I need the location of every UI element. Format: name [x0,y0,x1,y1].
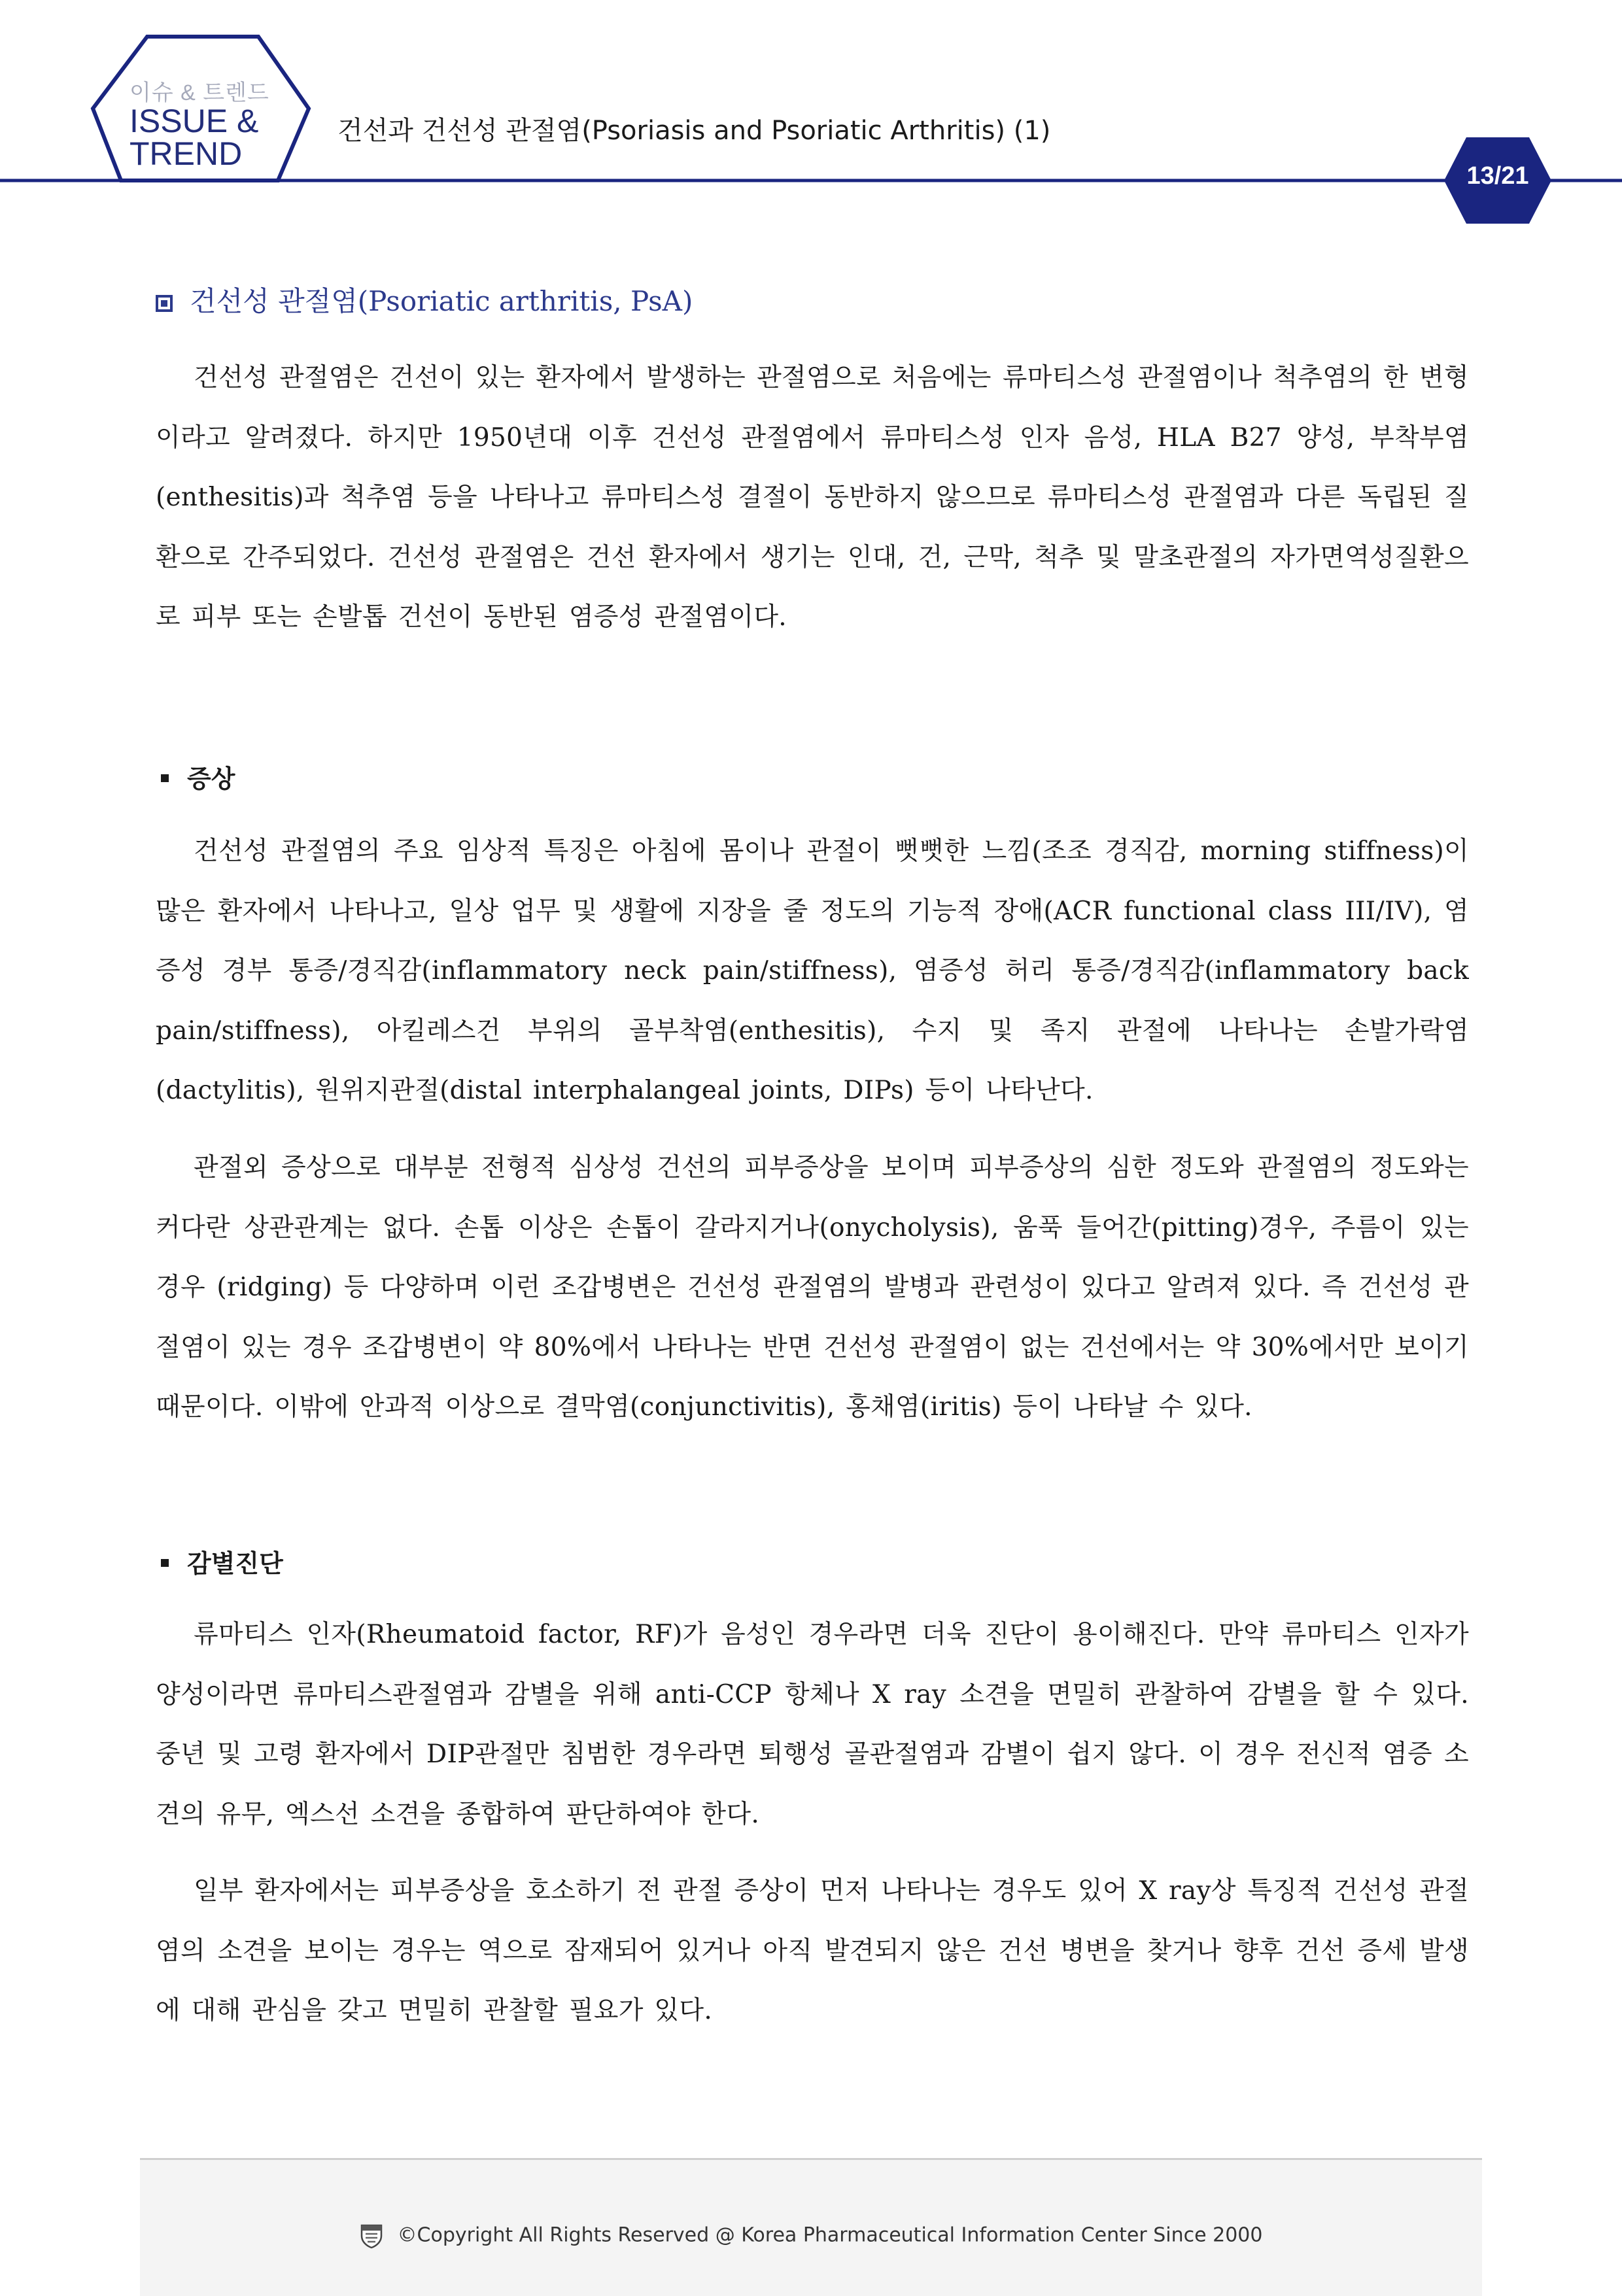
symptoms-heading-text: 증상 [187,764,235,793]
badge-label-korean: 이슈 & 트렌드 [129,80,269,105]
square-bullet-icon [161,1559,169,1567]
diagnosis-heading-text: 감별진단 [187,1549,283,1578]
section-title [156,280,1398,319]
symptoms-heading [161,759,684,795]
diagnosis-text-2: 일부 환자에서는 피부증상을 호소하기 전 관절 증상이 먼저 나타나는 경우도 있어 X ray상 특징적 건선성 관절염의 소견을 보이는 경우는 역으로 잠재되어 있거나 아직 발견되지 않은 건선 병변을 찾거나 향후 건선 증세 발생에 대해 관심을 갖고 면밀히 관찰할 필요가 있다. [156,1876,1469,2025]
intro-text: 건선성 관절염은 건선이 있는 환자에서 발생하는 관절염으로 처음에는 류마티스성 관절염이나 척추염의 한 변형이라고 알려졌다. 하지만 1950년대 이후 건선성 관절염에서 류마티스성 인자 음성, HLA B27 양성, 부착부염(enthesitis)과 척추염 등을 나타나고 류마티스성 결절이 동반하지 않으므로 류마티스성 관절염과 다른 독립된 질환으로 간주되었다. 건선성 관절염은 건선 환자에서 생기는 인대, 건, 근막, 척추 및 말초관절의 자가면역성질환으로 피부 또는 손발톱 건선이 동반된 염증성 관절염이다. [156,363,1469,632]
square-bullet-icon [156,295,173,312]
page-number: 13/21 [1466,162,1529,190]
section-title-text: 건선성 관절염(Psoriatic arthritis, PsA) [190,285,693,317]
intro-paragraph [156,348,1469,647]
diagnosis-paragraph-1 [156,1605,1469,1844]
symptoms-paragraph-1 [156,821,1469,1121]
crest-logo-icon [360,2223,383,2249]
symptoms-paragraph-2 [156,1138,1469,1437]
symptoms-text-2: 관절외 증상으로 대부분 전형적 심상성 건선의 피부증상을 보이며 피부증상의 심한 정도와 관절염의 정도와는 커다란 상관관계는 없다. 손톱 이상은 손톱이 갈라지거나(onycholysis), 움푹 들어간(pitting)경우, 주름이 있는 경우 (ridging) 등 다양하며 이런 조갑병변은 건선성 관절염의 발병과 관련성이 있다고 알려져 있다. 즉 건선성 관절염이 있는 경우 조갑병변이 약 80%에서 나타나는 반면 건선성 관절염이 없는 건선에서는 약 30%에서만 보이기 때문이다. 이밖에 안과적 이상으로 결막염(conjunctivitis), 홍채염(iritis) 등이 나타날 수 있다. [156,1153,1469,1422]
copyright-text: ©Copyright All Rights Reserved @ Korea Pharmaceutical Information Center Since 2000 [397,2223,1263,2247]
page-footer [140,2158,1482,2296]
square-bullet-icon [161,774,169,782]
badge-line-1: ISSUE & [129,103,259,139]
page-header [0,0,1622,235]
symptoms-text-1: 건선성 관절염의 주요 임상적 특징은 아침에 몸이나 관절이 뻣뻣한 느낌(조조 경직감, morning stiffness)이 많은 환자에서 나타나고, 일상 업무 및 생활에 지장을 줄 정도의 기능적 장애(ACR functional class III/IV), 염증성 경부 통증/경직감(inflammatory neck pain/stiffness), 염증성 허리 통증/경직감(inflammatory back pain/stiffness), 아킬레스건 부위의 골부착염(enthesitis), 수지 및 족지 관절에 나타나는 손발가락염(dactylitis), 원위지관절(distal interphalangeal joints, DIPs) 등이 나타난다. [156,836,1469,1105]
document-title: 건선과 건선성 관절염(Psoriasis and Psoriatic Arthritis) (1) [337,116,1051,146]
diagnosis-heading [161,1543,684,1579]
diagnosis-paragraph-2 [156,1861,1469,2041]
footer-content [140,2223,1482,2249]
diagnosis-text-1: 류마티스 인자(Rheumatoid factor, RF)가 음성인 경우라면 더욱 진단이 용이해진다. 만약 류마티스 인자가 양성이라면 류마티스관절염과 감별을 위해 anti-CCP 항체나 X ray 소견을 면밀히 관찰하여 감별을 할 수 있다. 중년 및 고령 환자에서 DIP관절만 침범한 경우라면 퇴행성 골관절염과 감별이 쉽지 않다. 이 경우 전신적 염증 소견의 유무, 엑스선 소견을 종합하여 판단하여야 한다. [156,1620,1469,1829]
badge-label-english [129,105,273,170]
badge-line-2: TREND [129,135,243,172]
